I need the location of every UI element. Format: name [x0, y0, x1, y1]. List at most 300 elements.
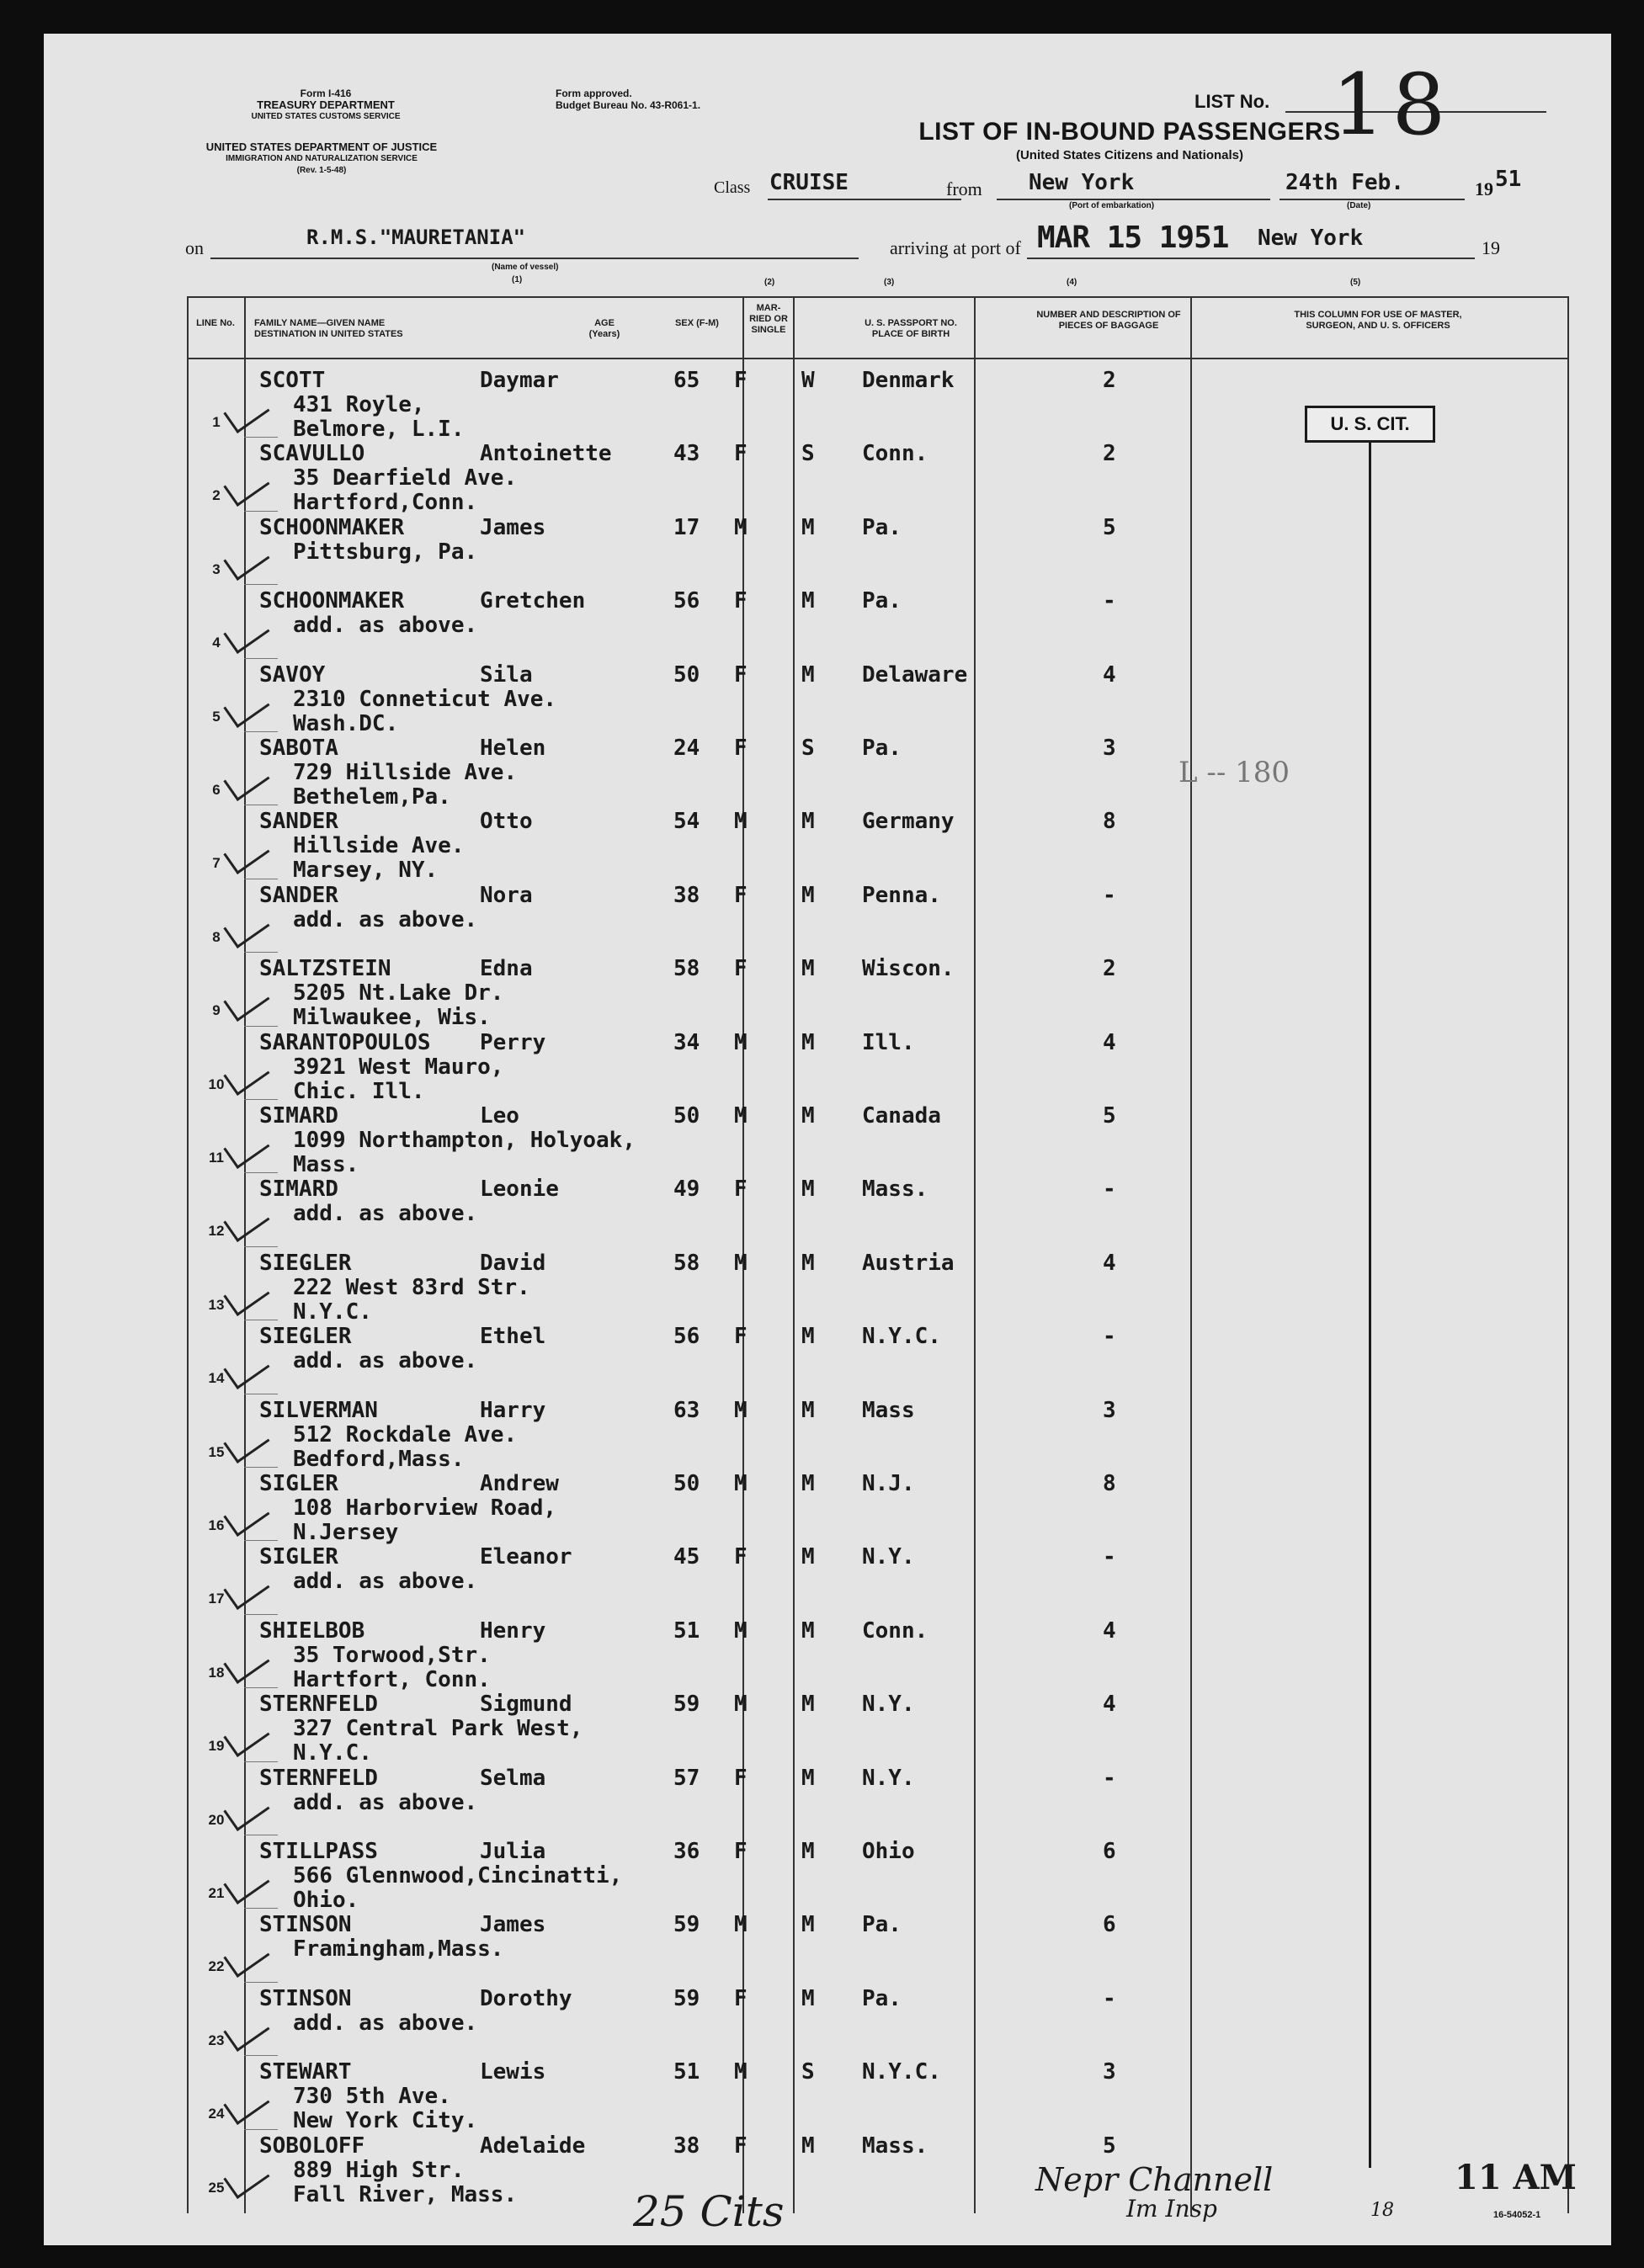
passenger-sex: F: [734, 882, 748, 908]
passenger-age: 58: [673, 1250, 700, 1276]
form-id-line: Form I-416: [300, 88, 352, 99]
passenger-age: 59: [673, 1912, 700, 1938]
passenger-sex: M: [734, 1617, 748, 1644]
class-label: Class: [714, 178, 751, 197]
passenger-family-name: SABOTA: [259, 736, 338, 761]
row-separator: [244, 731, 278, 732]
passenger-given-name: Edna: [480, 956, 533, 982]
arrival-date-stamp: MAR 15 1951: [1037, 220, 1229, 255]
passenger-destination: 35 Torwood,Str.: [293, 1642, 491, 1668]
arrival-port: New York: [1258, 226, 1364, 251]
passenger-sex: F: [734, 1985, 748, 2011]
date-note: (Date): [1347, 201, 1371, 210]
passenger-baggage: 4: [1103, 1617, 1116, 1644]
passenger-destination: Milwaukee, Wis.: [293, 1005, 491, 1031]
line-number: 5: [212, 708, 221, 725]
line-number: 16: [208, 1517, 225, 1533]
passenger-sex: M: [734, 1912, 748, 1938]
form-id-block: [242, 88, 410, 123]
passenger-baggage: 8: [1103, 1471, 1116, 1496]
passenger-given-name: Leonie: [480, 1176, 559, 1203]
manifest-page: [44, 34, 1611, 2245]
line-number: 24: [208, 2106, 225, 2122]
doj-line: UNITED STATES DEPARTMENT OF JUSTICE: [205, 141, 438, 153]
passenger-place-of-birth: Conn.: [862, 1617, 928, 1644]
passenger-marital-status: M: [801, 2133, 815, 2159]
passenger-given-name: Leo: [480, 1103, 519, 1129]
passenger-age: 24: [673, 736, 700, 761]
passenger-age: 57: [673, 1765, 700, 1791]
passenger-place-of-birth: N.J.: [862, 1471, 915, 1496]
passenger-age: 49: [673, 1176, 700, 1203]
officer-mark: L -- 180: [1178, 756, 1290, 789]
passenger-baggage: -: [1103, 1544, 1116, 1570]
passenger-age: 56: [673, 588, 700, 614]
passenger-baggage: 2: [1103, 368, 1116, 393]
passenger-given-name: Lewis: [480, 2059, 546, 2085]
passenger-marital-status: M: [801, 1250, 815, 1276]
passenger-sex: F: [734, 1544, 748, 1570]
passenger-baggage: 6: [1103, 1912, 1116, 1938]
approval-line: Budget Bureau No. 43-R061-1.: [556, 99, 701, 111]
passenger-marital-status: M: [801, 1544, 815, 1570]
passenger-place-of-birth: N.Y.: [862, 1544, 915, 1570]
passenger-family-name: SAVOY: [259, 661, 326, 688]
passenger-marital-status: M: [801, 882, 815, 908]
passenger-given-name: Eleanor: [480, 1544, 572, 1570]
passenger-place-of-birth: Pa.: [862, 736, 902, 761]
passenger-given-name: Perry: [480, 1029, 546, 1055]
line-number: 19: [208, 1738, 225, 1755]
passenger-sex: F: [734, 441, 748, 467]
passenger-given-name: Otto: [480, 809, 533, 835]
passenger-destination: Marsey, NY.: [293, 858, 439, 884]
passenger-given-name: Sila: [480, 661, 533, 688]
passenger-destination: Pittsburg, Pa.: [293, 539, 478, 565]
passenger-given-name: Dorothy: [480, 1985, 572, 2011]
passenger-baggage: 4: [1103, 1029, 1116, 1055]
passenger-sex: M: [734, 1029, 748, 1055]
passenger-age: 50: [673, 1103, 700, 1129]
passenger-age: 58: [673, 956, 700, 982]
passenger-place-of-birth: Penna.: [862, 882, 941, 908]
passenger-marital-status: M: [801, 1839, 815, 1864]
passenger-family-name: SCOTT: [259, 368, 326, 393]
passenger-marital-status: M: [801, 1324, 815, 1350]
passenger-destination: 729 Hillside Ave.: [293, 760, 518, 785]
passenger-age: 56: [673, 1324, 700, 1350]
passenger-given-name: Selma: [480, 1765, 546, 1791]
approval-block: [556, 88, 700, 111]
passenger-age: 50: [673, 661, 700, 688]
passenger-place-of-birth: Pa.: [862, 588, 902, 614]
passenger-marital-status: M: [801, 1765, 815, 1791]
passenger-place-of-birth: Delaware: [862, 661, 968, 688]
class-value: CRUISE: [769, 170, 849, 195]
passenger-destination: 327 Central Park West,: [293, 1716, 583, 1742]
passenger-family-name: SIEGLER: [259, 1324, 352, 1350]
passenger-marital-status: M: [801, 1176, 815, 1203]
passenger-family-name: STINSON: [259, 1912, 352, 1938]
passenger-sex: M: [734, 1397, 748, 1423]
passenger-family-name: SANDER: [259, 809, 338, 835]
col-num-4: (4): [1067, 278, 1077, 287]
passenger-baggage: 5: [1103, 514, 1116, 540]
col-num-5: (5): [1350, 278, 1361, 287]
header-officers: THIS COLUMN FOR USE OF MASTER, SURGEON, AND U. S. OFFICERS: [1294, 310, 1462, 331]
passenger-family-name: SANDER: [259, 882, 338, 908]
passenger-marital-status: S: [801, 736, 815, 761]
header-name: FAMILY NAME—GIVEN NAME DESTINATION IN UNITED STATES: [254, 318, 403, 339]
passenger-sex: M: [734, 809, 748, 835]
passenger-baggage: -: [1103, 1176, 1116, 1203]
doj-block: [178, 141, 465, 177]
passenger-sex: F: [734, 1839, 748, 1864]
passenger-place-of-birth: Mass.: [862, 1176, 928, 1203]
passenger-destination: add. as above.: [293, 1789, 478, 1815]
year-value: 51: [1495, 167, 1522, 192]
row-separator: [244, 1540, 278, 1541]
passenger-family-name: SIGLER: [259, 1544, 338, 1570]
passenger-family-name: SIMARD: [259, 1176, 338, 1203]
passenger-destination: Framingham,Mass.: [293, 1936, 504, 1963]
passenger-marital-status: M: [801, 1103, 815, 1129]
passenger-marital-status: M: [801, 1397, 815, 1423]
line-number: 18: [208, 1664, 225, 1681]
form-subtitle: (United States Citizens and Nationals): [1015, 148, 1244, 162]
col-num-3: (3): [884, 278, 895, 287]
passenger-sex: F: [734, 1765, 748, 1791]
passenger-place-of-birth: Germany: [862, 809, 955, 835]
row-separator: [244, 1687, 278, 1688]
passenger-sex: M: [734, 1103, 748, 1129]
passenger-destination: add. as above.: [293, 1201, 478, 1227]
passenger-family-name: STEWART: [259, 2059, 352, 2085]
header-baggage: NUMBER AND DESCRIPTION OF PIECES OF BAGGAGE: [1036, 310, 1181, 331]
date-underline: [1280, 199, 1465, 200]
passenger-baggage: -: [1103, 882, 1116, 908]
total-handwritten: 25 Cits: [633, 2187, 785, 2236]
doj-line: IMMIGRATION AND NATURALIZATION SERVICE: [226, 154, 418, 163]
row-separator: [244, 1614, 278, 1615]
passenger-place-of-birth: Austria: [862, 1250, 955, 1276]
col-num-2: (2): [764, 278, 775, 287]
passenger-marital-status: M: [801, 514, 815, 540]
passenger-place-of-birth: Ill.: [862, 1029, 915, 1055]
row-separator: [244, 658, 278, 659]
line-number: 2: [212, 487, 221, 504]
passenger-family-name: STINSON: [259, 1985, 352, 2011]
passenger-family-name: SOBOLOFF: [259, 2133, 365, 2159]
officer-name-handwritten: Nepr Channell: [1035, 2161, 1274, 2198]
passenger-destination: N.Y.C.: [293, 1299, 372, 1325]
passenger-age: 54: [673, 809, 700, 835]
passenger-sex: F: [734, 2133, 748, 2159]
passenger-place-of-birth: Mass.: [862, 2133, 928, 2159]
date-value: 24th Feb.: [1285, 170, 1404, 195]
line-number: 15: [208, 1443, 225, 1460]
line-number: 10: [208, 1076, 225, 1092]
passenger-destination: N.Y.C.: [293, 1740, 372, 1766]
passenger-age: 50: [673, 1471, 700, 1496]
passenger-place-of-birth: Canada: [862, 1103, 941, 1129]
passenger-place-of-birth: Wiscon.: [862, 956, 955, 982]
from-value: New York: [1029, 170, 1135, 195]
row-separator: [244, 511, 278, 512]
officer-stamp-line: [1369, 443, 1371, 2168]
passenger-given-name: James: [480, 514, 546, 540]
passenger-place-of-birth: N.Y.C.: [862, 1324, 941, 1350]
passenger-baggage: 3: [1103, 1397, 1116, 1423]
line-number: 23: [208, 2032, 225, 2048]
passenger-destination: 1099 Northampton, Holyoak,: [293, 1128, 636, 1153]
passenger-age: 59: [673, 1985, 700, 2011]
passenger-given-name: Daymar: [480, 368, 559, 393]
line-number: 13: [208, 1296, 225, 1313]
passenger-given-name: Andrew: [480, 1471, 559, 1496]
passenger-marital-status: M: [801, 588, 815, 614]
from-label: from: [946, 178, 982, 199]
passenger-baggage: 5: [1103, 2133, 1116, 2159]
passenger-given-name: Nora: [480, 882, 533, 908]
passenger-given-name: Sigmund: [480, 1692, 572, 1718]
passenger-age: 36: [673, 1839, 700, 1864]
passenger-destination: 512 Rockdale Ave.: [293, 1421, 518, 1447]
passenger-destination: N.Jersey: [293, 1520, 399, 1545]
passenger-place-of-birth: Mass: [862, 1397, 915, 1423]
passenger-sex: F: [734, 956, 748, 982]
doj-line: (Rev. 1-5-48): [296, 166, 347, 175]
row-separator: [244, 1172, 278, 1173]
passenger-baggage: 3: [1103, 736, 1116, 761]
passenger-given-name: Ethel: [480, 1324, 546, 1350]
passenger-marital-status: S: [801, 441, 815, 467]
passenger-destination: add. as above.: [293, 2010, 478, 2036]
header-line-no: LINE No.: [196, 318, 235, 328]
form-id-line: TREASURY DEPARTMENT: [257, 98, 395, 111]
passenger-place-of-birth: Pa.: [862, 514, 902, 540]
row-separator: [244, 2055, 278, 2056]
passenger-destination: 566 Glennwood,Cincinatti,: [293, 1863, 623, 1888]
passenger-age: 45: [673, 1544, 700, 1570]
passenger-family-name: SIEGLER: [259, 1250, 352, 1276]
row-separator: [244, 1761, 278, 1762]
passenger-sex: M: [734, 1692, 748, 1718]
passenger-family-name: SILVERMAN: [259, 1397, 378, 1423]
passenger-sex: F: [734, 661, 748, 688]
passenger-marital-status: M: [801, 661, 815, 688]
passenger-marital-status: W: [801, 368, 815, 393]
passenger-age: 38: [673, 882, 700, 908]
passenger-place-of-birth: N.Y.: [862, 1765, 915, 1791]
passenger-destination: 35 Dearfield Ave.: [293, 465, 518, 491]
passenger-destination: 108 Harborview Road,: [293, 1495, 557, 1521]
header-age: AGE (Years): [588, 318, 620, 339]
line-number: 22: [208, 1958, 225, 1975]
class-underline: [768, 199, 961, 200]
passenger-sex: M: [734, 1250, 748, 1276]
line-number: 6: [212, 782, 221, 798]
passenger-place-of-birth: Denmark: [862, 368, 955, 393]
line-number: 14: [208, 1370, 225, 1387]
passenger-age: 59: [673, 1692, 700, 1718]
passenger-family-name: SCHOONMAKER: [259, 588, 405, 614]
passenger-destination: 2310 Conneticut Ave.: [293, 686, 557, 712]
passenger-sex: F: [734, 736, 748, 761]
passenger-marital-status: M: [801, 956, 815, 982]
line-number: 8: [212, 928, 221, 945]
line-number: 1: [212, 414, 221, 430]
col-rule: [187, 296, 189, 2213]
row-separator: [244, 1467, 278, 1468]
passenger-destination: add. as above.: [293, 906, 478, 932]
passenger-age: 51: [673, 2059, 700, 2085]
passenger-given-name: Harry: [480, 1397, 546, 1423]
row-separator: [244, 584, 278, 585]
list-no-value: 18: [1332, 56, 1453, 154]
passenger-destination: 431 Royle,: [293, 392, 425, 417]
passenger-marital-status: M: [801, 1912, 815, 1938]
form-id-line: UNITED STATES CUSTOMS SERVICE: [251, 112, 401, 121]
passenger-destination: add. as above.: [293, 1569, 478, 1595]
passenger-age: 51: [673, 1617, 700, 1644]
passenger-given-name: Gretchen: [480, 588, 586, 614]
passenger-given-name: Henry: [480, 1617, 546, 1644]
header-married: MAR-RIED OR SINGLE: [749, 303, 788, 335]
passenger-baggage: -: [1103, 1765, 1116, 1791]
passenger-sex: M: [734, 2059, 748, 2085]
passenger-age: 43: [673, 441, 700, 467]
passenger-destination: New York City.: [293, 2108, 478, 2134]
passenger-marital-status: S: [801, 2059, 815, 2085]
passenger-baggage: 3: [1103, 2059, 1116, 2085]
passenger-baggage: 4: [1103, 1250, 1116, 1276]
header-passport: U. S. PASSPORT NO. PLACE OF BIRTH: [865, 318, 957, 339]
passenger-sex: M: [734, 514, 748, 540]
passenger-destination: add. as above.: [293, 613, 478, 639]
line-number: 25: [208, 2179, 225, 2196]
line-number: 20: [208, 1811, 225, 1828]
passenger-destination: add. as above.: [293, 1348, 478, 1374]
passenger-family-name: SCHOONMAKER: [259, 514, 405, 540]
line-number: 4: [212, 635, 221, 651]
year-prefix: 19: [1475, 178, 1493, 199]
passenger-destination: Hartfort, Conn.: [293, 1666, 491, 1692]
col-rule: [1190, 296, 1192, 2213]
passenger-sex: F: [734, 1176, 748, 1203]
arriving-label: arriving at port of: [890, 237, 1021, 258]
inspector-handwritten: Im Insp: [1126, 2195, 1217, 2223]
passenger-sex: F: [734, 588, 748, 614]
passenger-baggage: 6: [1103, 1839, 1116, 1864]
passenger-baggage: -: [1103, 1324, 1116, 1350]
passenger-baggage: 2: [1103, 441, 1116, 467]
passenger-family-name: STERNFELD: [259, 1692, 378, 1718]
passenger-baggage: 5: [1103, 1103, 1116, 1129]
passenger-destination: Bethelem,Pa.: [293, 784, 451, 810]
small-handwritten-number: 18: [1370, 2200, 1394, 2221]
col-rule: [793, 296, 795, 2213]
passenger-age: 17: [673, 514, 700, 540]
passenger-marital-status: M: [801, 1985, 815, 2011]
list-no-label: LIST No.: [1194, 91, 1270, 112]
arrival-year-prefix: 19: [1482, 237, 1500, 258]
header-bottom-rule: [187, 358, 1567, 359]
passenger-destination: 889 High Str.: [293, 2157, 465, 2183]
line-number: 17: [208, 1591, 225, 1607]
header-sex: SEX (F-M): [675, 318, 719, 328]
passenger-baggage: -: [1103, 588, 1116, 614]
passenger-family-name: SARANTOPOULOS: [259, 1029, 431, 1055]
passenger-given-name: Adelaide: [480, 2133, 586, 2159]
line-number: 7: [212, 855, 221, 872]
passenger-destination: Hartford,Conn.: [293, 490, 478, 516]
passenger-sex: M: [734, 1471, 748, 1496]
table-top-rule: [187, 296, 1567, 298]
passenger-sex: F: [734, 368, 748, 393]
passenger-destination: 222 West 83rd Str.: [293, 1274, 530, 1300]
passenger-age: 38: [673, 2133, 700, 2159]
approval-line: Form approved.: [556, 88, 632, 99]
passenger-destination: Bedford,Mass.: [293, 1446, 465, 1472]
arrival-underline: [1027, 258, 1475, 259]
form-code: 16-54052-1: [1493, 2210, 1541, 2220]
passenger-given-name: James: [480, 1912, 546, 1938]
row-separator: [244, 1026, 278, 1027]
col-num-1: (1): [512, 275, 523, 284]
passenger-given-name: David: [480, 1250, 546, 1276]
passenger-age: 63: [673, 1397, 700, 1423]
row-separator: [244, 1246, 278, 1247]
passenger-destination: Belmore, L.I.: [293, 417, 465, 442]
vessel-note: (Name of vessel): [492, 263, 559, 272]
passenger-family-name: SHIELBOB: [259, 1617, 365, 1644]
us-citizen-stamp: U. S. CIT.: [1305, 406, 1435, 443]
line-number: 9: [212, 1002, 221, 1019]
passenger-age: 34: [673, 1029, 700, 1055]
passenger-family-name: STERNFELD: [259, 1765, 378, 1791]
col-rule: [1567, 296, 1569, 2213]
passenger-destination: Mass.: [293, 1152, 359, 1177]
row-separator: [244, 1099, 278, 1100]
passenger-marital-status: M: [801, 809, 815, 835]
passenger-marital-status: M: [801, 1617, 815, 1644]
passenger-family-name: SALTZSTEIN: [259, 956, 391, 982]
row-separator: [244, 2129, 278, 2130]
passenger-baggage: -: [1103, 1985, 1116, 2011]
passenger-place-of-birth: Pa.: [862, 1912, 902, 1938]
on-label: on: [185, 237, 204, 258]
passenger-baggage: 8: [1103, 809, 1116, 835]
passenger-marital-status: M: [801, 1471, 815, 1496]
passenger-given-name: Julia: [480, 1839, 546, 1864]
line-number: 3: [212, 560, 221, 577]
form-title: LIST OF IN-BOUND PASSENGERS: [918, 118, 1341, 146]
vessel-value: R.M.S."MAURETANIA": [306, 226, 526, 249]
passenger-given-name: Antoinette: [480, 441, 612, 467]
passenger-marital-status: M: [801, 1029, 815, 1055]
passenger-place-of-birth: Ohio: [862, 1839, 915, 1864]
passenger-baggage: 4: [1103, 1692, 1116, 1718]
col-rule: [974, 296, 976, 2213]
row-separator: [244, 1908, 278, 1909]
port-embark-note: (Port of embarkation): [1069, 201, 1155, 210]
passenger-family-name: SIMARD: [259, 1103, 338, 1129]
line-number: 12: [208, 1223, 225, 1240]
passenger-destination: Wash.DC.: [293, 710, 399, 736]
passenger-family-name: SCAVULLO: [259, 441, 365, 467]
row-separator: [244, 437, 278, 438]
